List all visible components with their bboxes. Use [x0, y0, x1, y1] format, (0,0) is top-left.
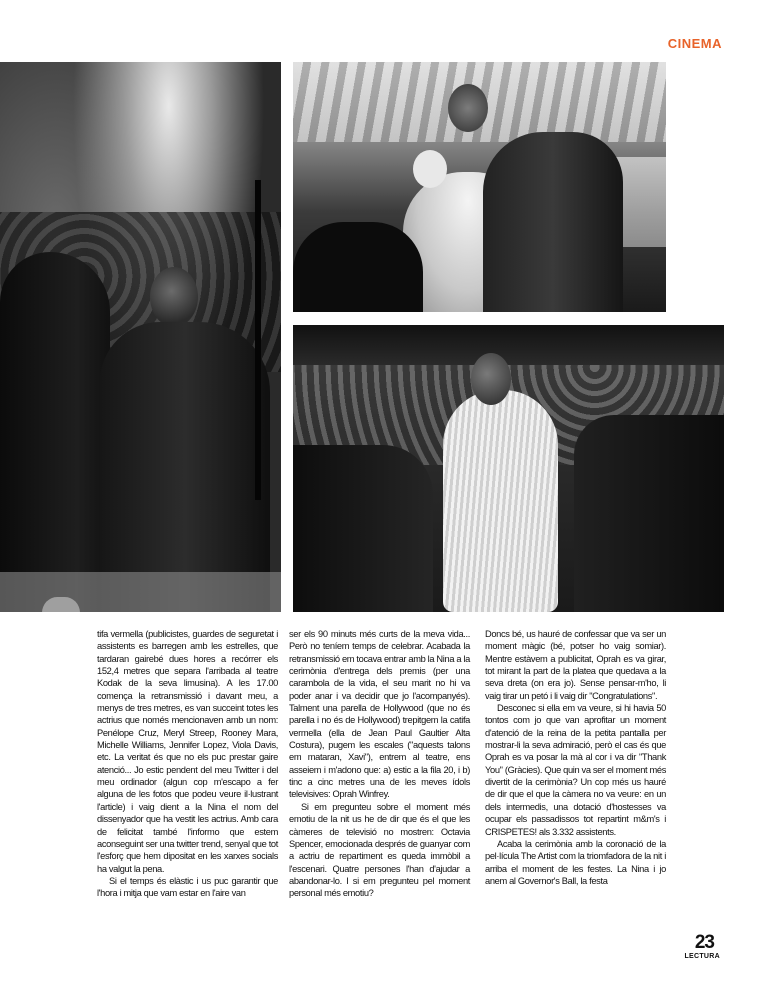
red-carpet-crowd-photo: [0, 62, 281, 612]
paragraph: tifa vermella (publicistes, guardes de seguretat i assistents es barregen amb les estrelles, que tardaran gairebé dues hores a recórrer els 152,4 metres que separa l'arribada al teatre Kodak de la seva limusina). A les 17.00 comença la retransmissió i davant meu, a menys de tres metres, es van succeint totes les actrius que només mencionaven amb un nom: Penélope Cruz, Meryl Streep, Rooney Mara, Michelle Williams, Jennifer Lopez, Viola Davis, etc. La veritat és que no els puc prestar gaire atenció... Jo estic pendent del meu Twitter i del meu ordinador (algun cop m'escapo a fer alguna de les fotos que podeu veure il·lustrant l'article) i vaig dient a la Nina el nom del dissenyador que ha vestit les actrius. Amb cara de felicitat també l'informo que estem aconseguint ser una twitter trend, senyal que tot l'esforç que hem dipositat en les xarxes socials ha valgut la pena.: [97, 629, 278, 874]
red-carpet-floor: [0, 572, 281, 612]
page-number: 23: [694, 932, 714, 953]
article-column-3: [485, 628, 666, 887]
article-column-1: [97, 628, 278, 900]
paragraph: Si em pregunteu sobre el moment més emotiu de la nit us he de dir que és el que les càmeres de televisió no mostren: Octavia Spencer, emocionada després de guanyar com a actriu de repartiment es queda immòbil a l'escenari. Quatre persones l'han d'ajudar a abandonar-lo. I si em pregunteu pel moment personal més emotiu?: [289, 801, 470, 899]
section-label: CINEMA: [667, 36, 722, 51]
actress-head: [471, 353, 511, 405]
paragraph: Si el temps és elàstic i us puc garantir que l'hora i mitja que vam estar en l'aire van: [97, 875, 278, 899]
paragraph: Desconec si ella em va veure, si hi havia 50 tontos com jo que van aprofitar un moment d'atenció de la reina de la petita pantalla per mostrar-li la seva admiració, però el cas és que Oprah es va posar la mà al cor i va dir "Thank You" (Gràcies). Que quin va ser el moment més divertit de la cerimònia? Un cop més us hauré de dir que el que la càmera no va veure: en un dels intermedis, una dotació d'hostesses va ocupar els passadissos tot repartint m&m's i CRISPETES! als 3.332 assistents.: [485, 703, 666, 837]
paragraph: Acaba la cerimònia amb la coronació de la pel·lícula The Artist com la triomfadora de la nit i arriba el moment de les festes. La Nina i jo anem al Governor's Ball, la festa: [485, 838, 666, 886]
camera-stand: [255, 180, 261, 500]
article-column-2: [289, 628, 470, 900]
actress-head: [413, 150, 447, 188]
interviewer-head: [448, 84, 488, 132]
man-in-suit-back: [100, 322, 270, 612]
paragraph: Doncs bé, us hauré de confessar que va ser un moment màgic (bé, potser ho vaig somiar). Mentre estàvem a publicitat, Oprah es va girar, tot mirant la part de la platea que quedava a la seva dreta (on era jo). Sense pensar-m'ho, li vaig tirar un petó i li vaig dir "Congratulations".: [485, 629, 666, 701]
man-in-suit-foreground: [0, 252, 110, 612]
man-head: [150, 267, 198, 327]
actress-white-gown-photo: [293, 325, 724, 612]
actress-interview-photo: [293, 62, 666, 312]
left-silhouettes: [293, 445, 433, 612]
foreground-silhouette: [293, 222, 423, 312]
white-beaded-gown: [443, 390, 558, 612]
right-silhouettes: [574, 415, 724, 612]
camera-equipment: [293, 325, 724, 365]
interviewer: [483, 132, 623, 312]
magazine-name: LECTURA: [684, 953, 720, 960]
paragraph: ser els 90 minuts més curts de la meva vida... Però no teníem temps de celebrar. Acabada la retransmissió em tocava entrar amb la Nina a la cerimònia d'entrega dels premis (per una carambola de la vida, el seu marit no hi va poder anar i va decidir que jo l'acompanyés). Talment una parella de Hollywood (que no és parella i no és de Hollywood) trepitgem la catifa vermella (ella de Jean Paul Gaultier Alta Costura), pugem les escales ("aquests talons em mataran, Xavi"), entrem al teatre, ens asseiem i m'adono que: a) estic a la fila 20, i b) tinc a cinc metres una de les meves ídols televisives: Oprah Winfrey.: [289, 629, 470, 800]
